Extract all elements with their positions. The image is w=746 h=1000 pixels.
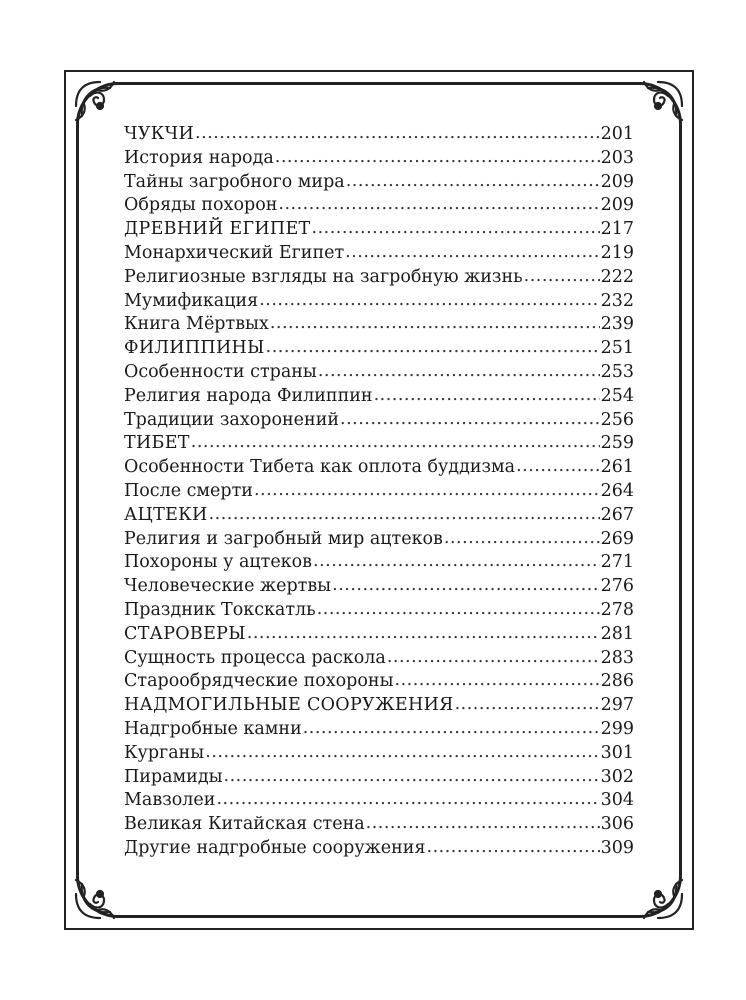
toc-entry-title: Религия и загробный мир ацтеков bbox=[124, 528, 443, 549]
leader-dots bbox=[444, 527, 600, 551]
toc-entry-title: ТИБЕТ bbox=[124, 433, 190, 454]
corner-ornament-top-right-icon bbox=[630, 76, 688, 134]
toc-entry[interactable] bbox=[124, 361, 634, 385]
toc-entry-page: 299 bbox=[600, 718, 634, 739]
leader-dots bbox=[205, 741, 599, 765]
leader-dots bbox=[346, 170, 600, 194]
toc-entry-page: 306 bbox=[600, 814, 634, 835]
leader-dots bbox=[254, 479, 600, 503]
toc-entry[interactable] bbox=[124, 337, 634, 361]
toc-entry-title: Сущность процесса раскола bbox=[124, 647, 386, 668]
toc-entry-title: ДРЕВНИЙ ЕГИПЕТ bbox=[124, 219, 311, 240]
toc-entry[interactable] bbox=[124, 742, 634, 766]
leader-dots bbox=[313, 550, 600, 574]
toc-entry[interactable] bbox=[124, 575, 634, 599]
toc-entry-title: Мумификация bbox=[124, 290, 259, 311]
toc-entry-title: ФИЛИППИНЫ bbox=[124, 338, 265, 359]
leader-dots bbox=[318, 360, 600, 384]
leader-dots bbox=[317, 598, 600, 622]
toc-entry-title: Курганы bbox=[124, 742, 205, 763]
toc-entry-title: Религия народа Филиппин bbox=[124, 385, 373, 406]
toc-entry[interactable] bbox=[124, 456, 634, 480]
toc-entry-page: 302 bbox=[600, 766, 634, 787]
toc-entry-page: 278 bbox=[600, 599, 634, 620]
leader-dots bbox=[387, 646, 600, 670]
corner-ornament-bottom-right-icon bbox=[630, 866, 688, 924]
leader-dots bbox=[374, 384, 600, 408]
toc-entry-page: 239 bbox=[600, 314, 634, 335]
toc-entry-page: 217 bbox=[600, 219, 634, 240]
toc-entry-title: Похороны у ацтеков bbox=[124, 552, 313, 573]
toc-entry-title: Старообрядческие похороны bbox=[124, 671, 394, 692]
toc-entry[interactable] bbox=[124, 171, 634, 195]
toc-entry-page: 222 bbox=[600, 266, 634, 287]
toc-entry-page: 209 bbox=[600, 171, 634, 192]
toc-entry[interactable] bbox=[124, 528, 634, 552]
toc-entry-title: Другие надгробные сооружения bbox=[124, 837, 426, 858]
toc-entry-page: 256 bbox=[600, 409, 634, 430]
toc-entry[interactable] bbox=[124, 480, 634, 504]
toc-entry-title: Особенности Тибета как оплота буддизма bbox=[124, 457, 516, 478]
toc-entry-title: Пирамиды bbox=[124, 766, 223, 787]
toc-entry-title: Великая Китайская стена bbox=[124, 814, 365, 835]
toc-entry[interactable] bbox=[124, 599, 634, 623]
toc-entry-title: Обряды похорон bbox=[124, 195, 278, 216]
toc-entry-page: 267 bbox=[600, 504, 634, 525]
toc-entry[interactable] bbox=[124, 837, 634, 861]
toc-entry-title: История народа bbox=[124, 147, 274, 168]
toc-entry[interactable] bbox=[124, 551, 634, 575]
leader-dots bbox=[427, 836, 600, 860]
toc-entry[interactable] bbox=[124, 313, 634, 337]
toc-entry-page: 271 bbox=[600, 552, 634, 573]
leader-dots bbox=[332, 574, 599, 598]
toc-entry-title: АЦТЕКИ bbox=[124, 504, 208, 525]
toc-entry-page: 283 bbox=[600, 647, 634, 668]
toc-entry-page: 209 bbox=[600, 195, 634, 216]
leader-dots bbox=[275, 146, 600, 170]
toc-entry-page: 259 bbox=[600, 433, 634, 454]
leader-dots bbox=[516, 455, 600, 479]
corner-ornament-top-left-icon bbox=[70, 76, 128, 134]
leader-dots bbox=[455, 693, 600, 717]
toc-entry-page: 251 bbox=[600, 338, 634, 359]
corner-ornament-bottom-left-icon bbox=[70, 866, 128, 924]
toc-entry-title: После смерти bbox=[124, 480, 253, 501]
leader-dots bbox=[278, 193, 599, 217]
toc-entry[interactable] bbox=[124, 432, 634, 456]
toc-entry-page: 281 bbox=[600, 623, 634, 644]
leader-dots bbox=[303, 717, 600, 741]
toc-entry[interactable] bbox=[124, 647, 634, 671]
table-of-contents bbox=[124, 123, 634, 861]
toc-entry-page: 269 bbox=[600, 528, 634, 549]
toc-entry-title: НАДМОГИЛЬНЫЕ СООРУЖЕНИЯ bbox=[124, 695, 454, 716]
toc-entry-page: 301 bbox=[600, 742, 634, 763]
toc-entry[interactable] bbox=[124, 147, 634, 171]
toc-entry[interactable] bbox=[124, 789, 634, 813]
toc-entry[interactable] bbox=[124, 290, 634, 314]
toc-entry[interactable] bbox=[124, 266, 634, 290]
toc-entry-page: 201 bbox=[600, 124, 634, 144]
toc-entry-title: Праздник Токскатль bbox=[124, 599, 316, 620]
leader-dots bbox=[524, 265, 600, 289]
leader-dots bbox=[216, 788, 599, 812]
leader-dots bbox=[224, 765, 600, 789]
toc-entry-title: СТАРОВЕРЫ bbox=[124, 623, 246, 644]
leader-dots bbox=[191, 431, 600, 455]
leader-dots bbox=[209, 503, 600, 527]
toc-entry-page: 304 bbox=[600, 790, 634, 811]
toc-entry-title: Традиции захоронений bbox=[124, 409, 340, 430]
leader-dots bbox=[345, 241, 599, 265]
toc-entry-page: 309 bbox=[600, 837, 634, 858]
leader-dots bbox=[395, 669, 600, 693]
toc-entry-page: 254 bbox=[600, 385, 634, 406]
toc-entry-title: Особенности страны bbox=[124, 361, 317, 382]
toc-entry-title: Тайны загробного мира bbox=[124, 171, 345, 192]
toc-entry-page: 264 bbox=[600, 480, 634, 501]
toc-entry[interactable] bbox=[124, 623, 634, 647]
toc-entry[interactable] bbox=[124, 409, 634, 433]
toc-entry-title: Надгробные камни bbox=[124, 718, 302, 739]
toc-entry-title: Мавзолеи bbox=[124, 790, 216, 811]
toc-entry-title: Религиозные взгляды на загробную жизнь bbox=[124, 266, 523, 287]
toc-entry[interactable] bbox=[124, 504, 634, 528]
leader-dots bbox=[340, 408, 600, 432]
toc-entry-page: 286 bbox=[600, 671, 634, 692]
leader-dots bbox=[366, 812, 600, 836]
toc-entry[interactable] bbox=[124, 694, 634, 718]
toc-entry[interactable] bbox=[124, 385, 634, 409]
leader-dots bbox=[259, 289, 599, 313]
toc-entry[interactable] bbox=[124, 718, 634, 742]
toc-entry[interactable] bbox=[124, 813, 634, 837]
leader-dots bbox=[266, 336, 600, 360]
toc-entry-title: Монархический Египет bbox=[124, 242, 345, 263]
toc-entry-page: 276 bbox=[600, 576, 634, 597]
leader-dots bbox=[195, 122, 600, 146]
toc-entry-page: 219 bbox=[600, 242, 634, 263]
toc-entry[interactable] bbox=[124, 670, 634, 694]
toc-entry-page: 232 bbox=[600, 290, 634, 311]
toc-entry-page: 203 bbox=[600, 147, 634, 168]
toc-entry-title: ЧУКЧИ bbox=[124, 124, 195, 144]
toc-entry[interactable] bbox=[124, 766, 634, 790]
toc-entry[interactable] bbox=[124, 194, 634, 218]
toc-entry-title: Человеческие жертвы bbox=[124, 576, 332, 597]
toc-entry[interactable] bbox=[124, 123, 634, 147]
toc-entry-page: 297 bbox=[600, 695, 634, 716]
leader-dots bbox=[247, 622, 600, 646]
toc-entry-page: 261 bbox=[600, 457, 634, 478]
toc-entry[interactable] bbox=[124, 218, 634, 242]
leader-dots bbox=[270, 312, 600, 336]
toc-entry[interactable] bbox=[124, 242, 634, 266]
leader-dots bbox=[312, 217, 600, 241]
toc-entry-page: 253 bbox=[600, 361, 634, 382]
toc-entry-title: Книга Мёртвых bbox=[124, 314, 269, 335]
